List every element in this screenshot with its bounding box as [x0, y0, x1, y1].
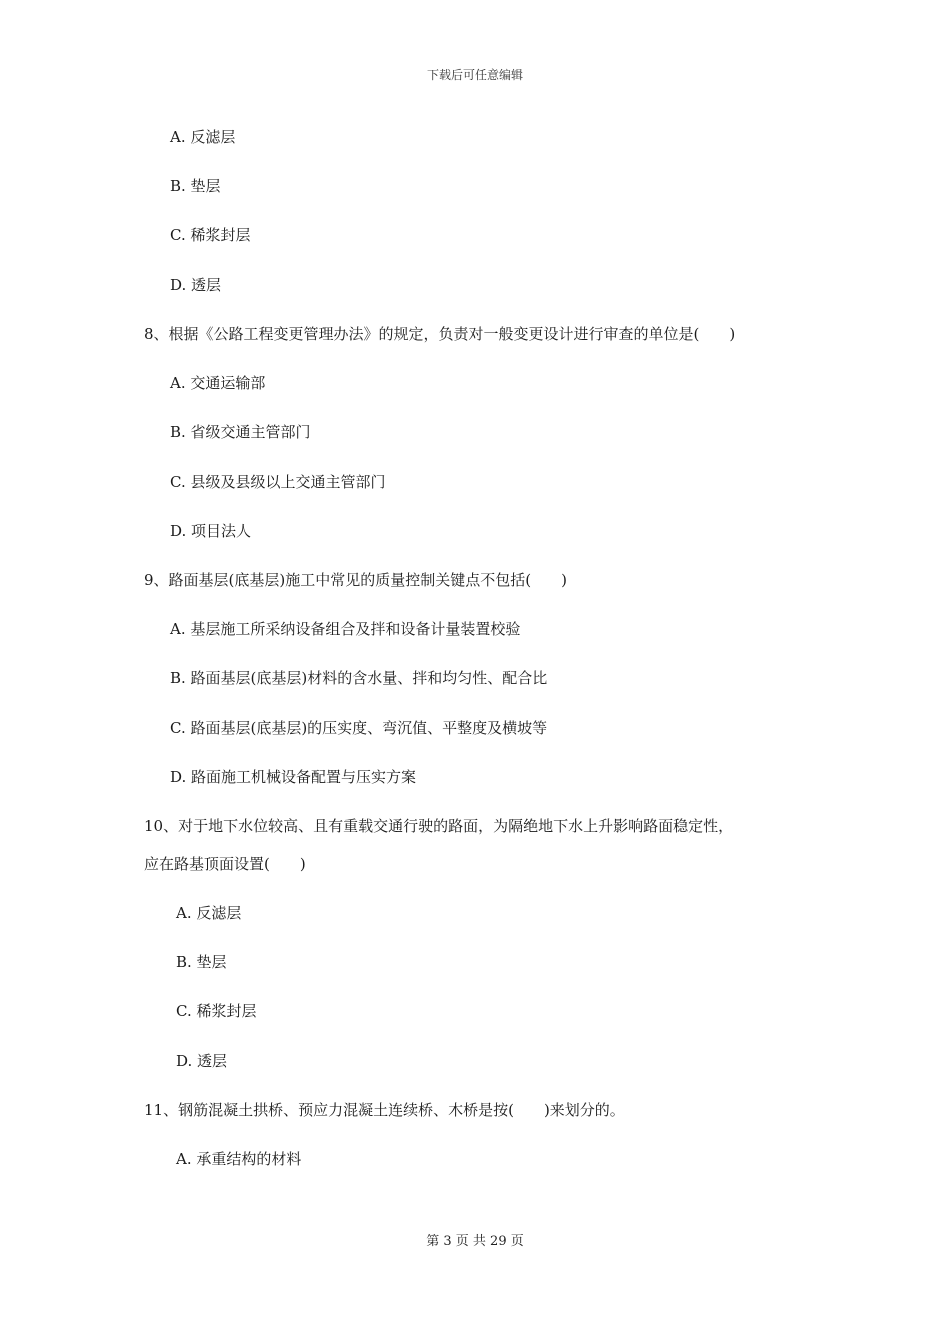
option-d: D. 路面施工机械设备配置与压实方案: [170, 768, 417, 786]
question-11: 11、钢筋混凝土拱桥、预应力混凝土连续桥、木桥是按( )来划分的。: [144, 1101, 625, 1119]
option-b: B. 路面基层(底基层)材料的含水量、拌和均匀性、配合比: [170, 669, 548, 687]
option-a: A. 反滤层: [176, 904, 242, 922]
option-c: C. 路面基层(底基层)的压实度、弯沉值、平整度及横坡等: [170, 719, 548, 737]
option-a: A. 反滤层: [170, 128, 236, 146]
option-b: B. 垫层: [170, 177, 221, 195]
option-d: D. 透层: [170, 276, 222, 294]
option-d: D. 项目法人: [170, 522, 252, 540]
page-header: 下载后可任意编辑: [426, 68, 523, 82]
page-footer: 第 3 页 共 29 页: [426, 1234, 524, 1249]
option-a: A. 承重结构的材料: [176, 1150, 302, 1168]
option-c: C. 县级及县级以上交通主管部门: [170, 473, 386, 491]
option-d: D. 透层: [176, 1052, 228, 1070]
option-c: C. 稀浆封层: [176, 1002, 257, 1020]
question-9: 9、路面基层(底基层)施工中常见的质量控制关键点不包括( ): [144, 571, 567, 589]
option-c: C. 稀浆封层: [170, 226, 251, 244]
option-b: B. 省级交通主管部门: [170, 423, 311, 441]
option-b: B. 垫层: [176, 953, 227, 971]
question-10: 10、对于地下水位较高、且有重载交通行驶的路面，为隔绝地下水上升影响路面稳定性，: [144, 817, 734, 835]
option-a: A. 基层施工所采纳设备组合及拌和设备计量装置校验: [170, 620, 521, 638]
option-a: A. 交通运输部: [170, 374, 266, 392]
question-8: 8、根据《公路工程变更管理办法》的规定，负责对一般变更设计进行审查的单位是( ): [144, 325, 736, 343]
question-10-continued: 应在路基顶面设置( ): [144, 855, 306, 873]
